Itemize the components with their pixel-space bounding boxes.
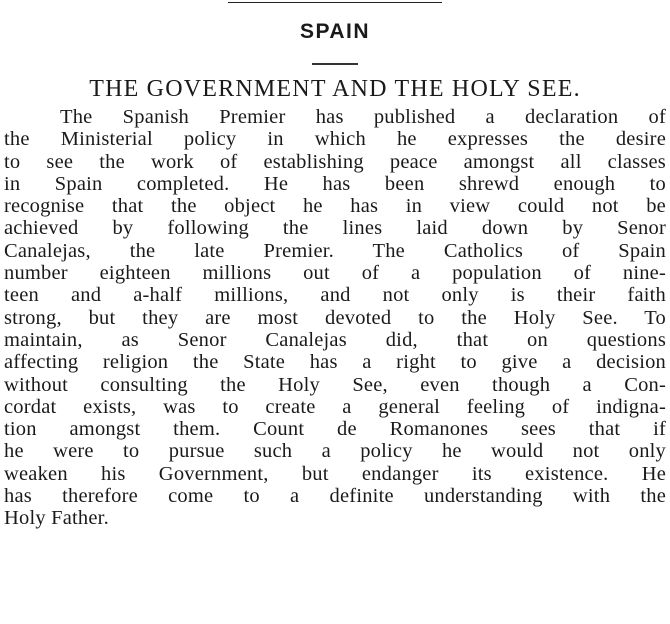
body-line: has therefore come to a definite understanding with the xyxy=(4,485,666,508)
body-line: he were to pursue such a policy he would not only xyxy=(4,440,666,463)
body-line: affecting religion the State has a right to give a decision xyxy=(4,351,666,374)
top-column-rule xyxy=(228,2,442,3)
body-line: number eighteen millions out of a population of nine- xyxy=(4,262,666,285)
body-line: Canalejas, the late Premier. The Catholics of Spain xyxy=(4,239,666,262)
body-line: cordat exists, was to create a general feeling of indigna- xyxy=(4,395,666,418)
section-heading: SPAIN xyxy=(299,20,371,43)
body-line: Holy Father. xyxy=(4,507,109,530)
body-line: teen and a-half millions, and not only is their faith xyxy=(4,284,666,307)
body-line: weaken his Government, but endanger its existence. He xyxy=(4,462,666,485)
article-body xyxy=(4,106,666,530)
body-line: without consulting the Holy See, even though a Con- xyxy=(4,373,666,396)
body-line: recognise that the object he has in view could not be xyxy=(4,195,666,218)
body-line: achieved by following the lines laid down by Senor xyxy=(4,217,666,240)
body-line: to see the work of establishing peace amongst all classes xyxy=(4,150,666,173)
body-line: in Spain completed. He has been shrewd enough to xyxy=(4,172,666,195)
body-line: tion amongst them. Count de Romanones sees that if xyxy=(4,418,666,441)
body-line: maintain, as Senor Canalejas did, that on questions xyxy=(4,328,666,351)
heading-divider xyxy=(312,63,358,65)
article-title: THE GOVERNMENT AND THE HOLY SEE. xyxy=(89,76,581,102)
body-line: strong, but they are most devoted to the Holy See. To xyxy=(4,306,666,329)
body-line: the Ministerial policy in which he expresses the desire xyxy=(4,128,666,151)
body-line: The Spanish Premier has published a declaration of xyxy=(60,106,666,128)
